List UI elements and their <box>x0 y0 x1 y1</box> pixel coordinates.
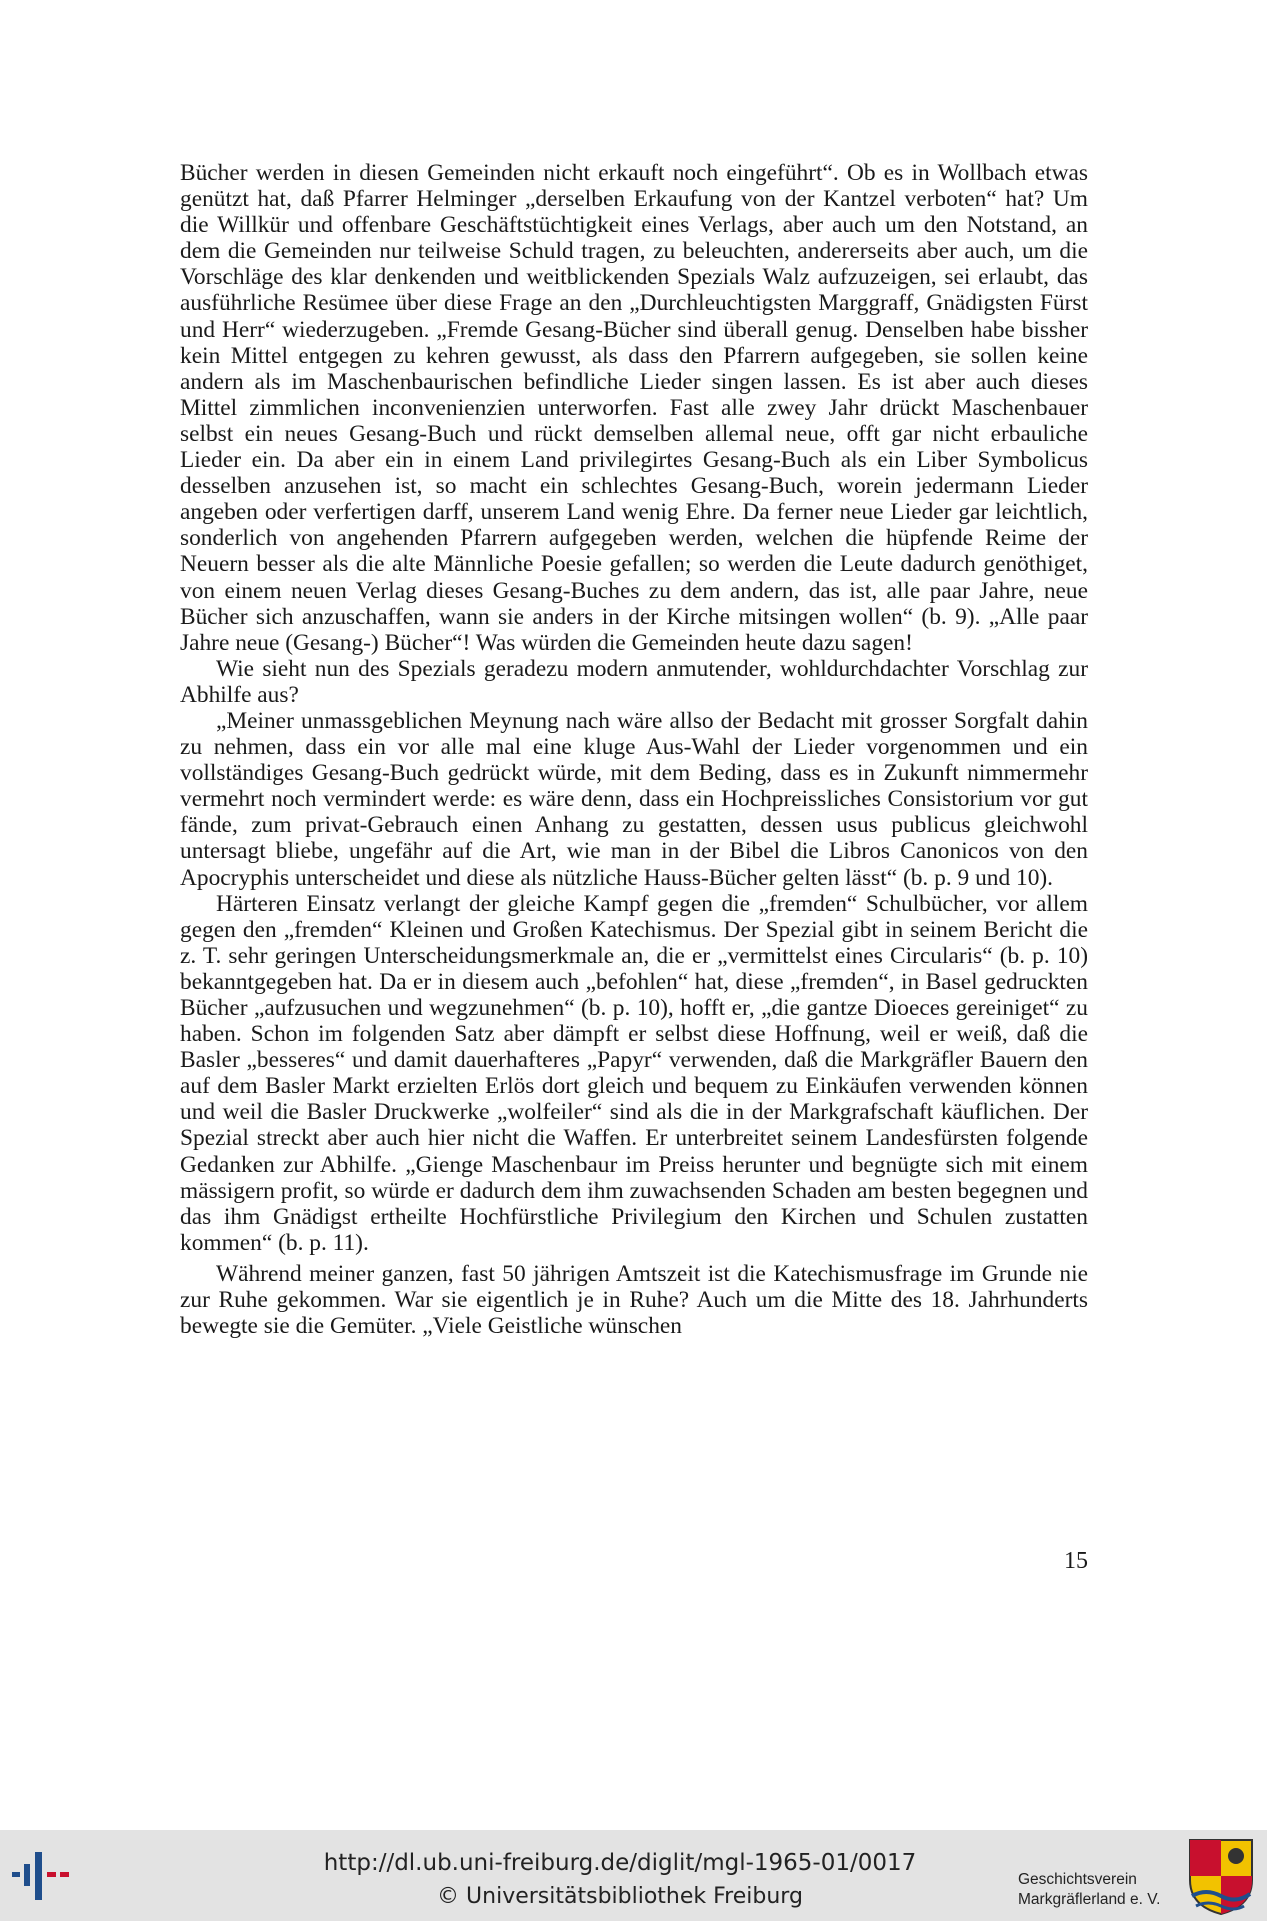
paragraph-4: Härteren Einsatz verlangt der gleiche Kampf gegen die „fremden“ Schulbücher, vor allem gegen den „fremden“ Kleinen und Großen Katechismus. Der Spezial gibt in seinem Bericht die z. T. sehr geringen Unterscheidungsmerkmale an, die er „vermittelst eines Circularis“ (b. p. 10) bekanntgegeben hat. Da er in diesem auch „befohlen“ hat, diese „fremden“, in Basel gedruckten Bücher „aufzusuchen und wegzunehmen“ (b. p. 10), hofft er, „die gantze Dioeces gereiniget“ zu haben. Schon im folgenden Satz aber dämpft er selbst diese Hoffnung, weil er weiß, daß die Basler „besseres“ und damit dauerhafteres „Papyr“ verwenden, daß die Markgräfler Bauern den auf dem Basler Markt erzielten Erlös dort gleich und bequem zu Einkäufen verwenden können und weil die Basler Druckwerke „wolfeiler“ sind als die in der Markgrafschaft käuflichen. Der Spezial streckt aber auch hier nicht die Waffen. Er unterbreitet seinem Landesfürsten folgende Gedanken zur Abhilfe. „Gienge Maschenbaur im Preiss herunter und begnügte sich mit einem mässigern profit, so würde er dadurch dem ihm zuwachsenden Schaden am besten begegnen und das ihm Gnädigst ertheilte Hochfürstliche Privilegium den Kirchen und Schulen zustatten kommen“ (b. p. 11). <box>180 890 1088 1256</box>
society-name-line-1: Geschichtsverein <box>1018 1871 1137 1888</box>
coat-of-arms-icon[interactable] <box>1186 1836 1256 1916</box>
viewer-footer <box>0 1830 1267 1921</box>
society-name <box>1018 1870 1186 1910</box>
paragraph-5: Während meiner ganzen, fast 50 jährigen Amtszeit ist die Katechismusfrage im Grunde nie zur Ruhe gekommen. War sie eigentlich je in Ruhe? Auch um die Mitte des 18. Jahrhunderts bewegte sie die Gemüter. „Viele Geistliche wünschen <box>180 1260 1088 1340</box>
paragraph-1: Bücher werden in diesen Gemeinden nicht erkauft noch eingeführt“. Ob es in Wollbach etwas genützt hat, daß Pfarrer Helminger „derselben Erkaufung von der Kantzel verboten“ hat? Um die Willkür und offenbare Geschäftstüchtigkeit eines Verlags, aber auch um den Notstand, an dem die Gemeinden nur teilweise Schuld tragen, zu beleuchten, andererseits aber auch, um die Vorschläge des klar denkenden und weitblickenden Spezials Walz aufzuzeigen, sei erlaubt, das ausführliche Resümee über diese Frage an den „Durchleuchtigsten Marggraff, Gnädigsten Fürst und Herr“ wiederzugeben. „Fremde Gesang-Bücher sind überall genug. Denselben habe bissher kein Mittel entgegen zu kehren gewusst, als dass den Pfarrern aufgegeben, sie sollen keine andern als im Maschenbaurischen befindliche Lieder singen lassen. Es ist aber auch dieses Mittel zimmlichen inconvenienzien unterworfen. Fast alle zwey Jahr drückt Maschenbauer selbst ein neues Gesang-Buch und rückt demselben allemal neue, offt gar nicht erbauliche Lieder ein. Da aber ein in einem Land privilegirtes Gesang-Buch als ein Liber Symbolicus desselben anzusehen ist, so macht ein schlechtes Gesang-Buch, worein jedermann Lieder angeben oder verfertigen darff, unserem Land wenig Ehre. Da ferner neue Lieder gar leichtlich, sonderlich von angehenden Pfarrern aufgegeben werden, welchen die hüpfende Reime der Neuern besser als die alte Männliche Poesie gefallen; so werden die Leute dadurch genöthiget, von einem neuen Verlag dieses Gesang-Buches zu dem andern, das ist, alle paar Jahre, neue Bücher sich anzuschaffen, wann sie anders in der Kirche mitsingen wollen“ (b. 9). „Alle paar Jahre neue (Gesang-) Bücher“! Was würden die Gemeinden heute dazu sagen! <box>180 160 1088 656</box>
paragraph-3: „Meiner unmassgeblichen Meynung nach wäre allso der Bedacht mit grosser Sorgfalt dahin zu nehmen, dass ein vor alle mal eine kluge Aus-Wahl der Lieder vorgenommen und ein vollständiges Gesang-Buch gedrückt würde, mit dem Beding, dass es in Zukunft nimmermehr vermehrt noch vermindert werde: es wäre denn, dass ein Hochpreissliches Consistorium vor gut fände, zum privat-Gebrauch einen Anhang zu gestatten, dessen usus publicus gleichwohl untersagt bliebe, ungefähr auf die Art, wie man in der Bibel die Libros Canonicos von den Apocryphis unterscheidet und diese als nützliche Hauss-Bücher gelten lässt“ (b. p. 9 und 10). <box>180 707 1088 891</box>
permalink-link[interactable]: http://dl.ub.uni-freiburg.de/diglit/mgl-1965-01/0017 <box>323 1850 917 1876</box>
copyright-text: © Universitätsbibliothek Freiburg <box>437 1884 803 1909</box>
page-number: 15 <box>1064 1548 1088 1574</box>
society-name-line-2: Markgräflerland e. V. <box>1018 1891 1161 1908</box>
ub-freiburg-logo-icon[interactable] <box>10 1850 80 1902</box>
body-text <box>180 160 1088 1339</box>
paragraph-2: Wie sieht nun des Spezials geradezu modern anmutender, wohldurchdachter Vorschlag zur Abhilfe aus? <box>180 655 1088 708</box>
